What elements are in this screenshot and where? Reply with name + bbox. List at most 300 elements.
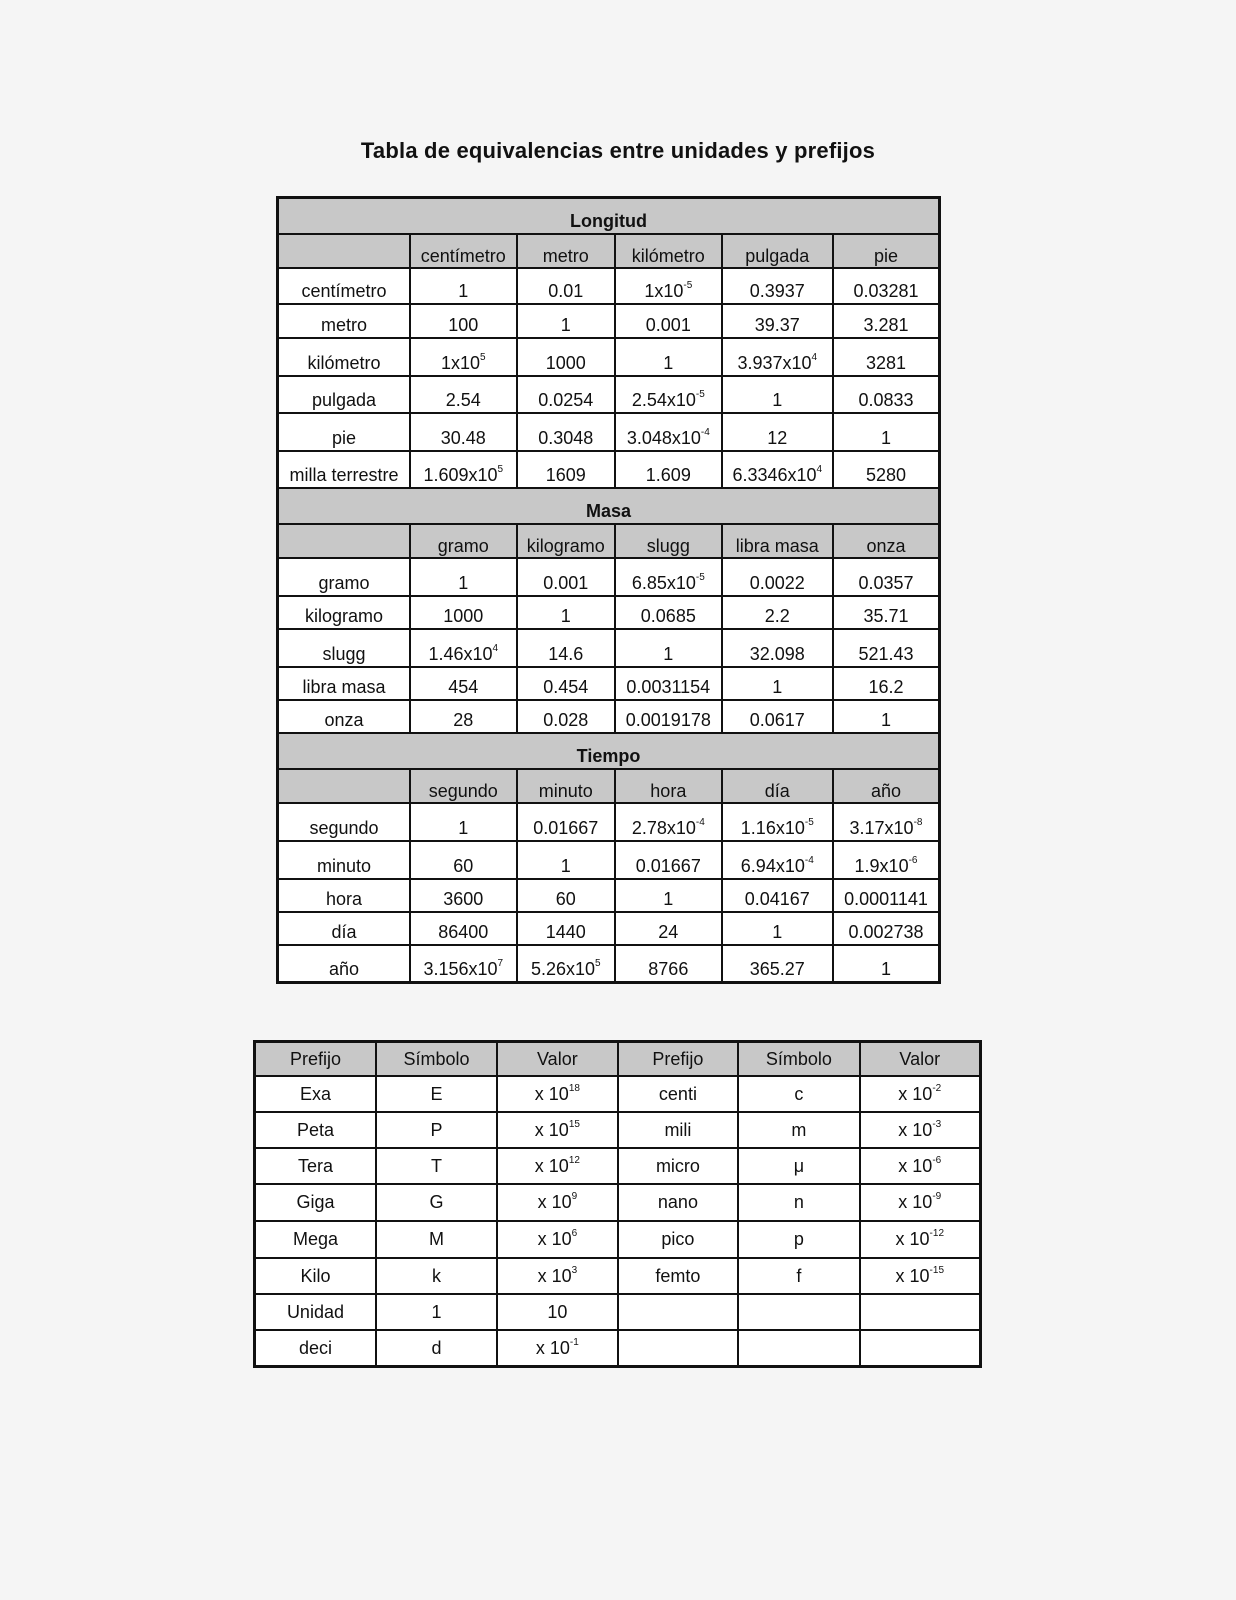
table-cell: [860, 1330, 981, 1367]
table-cell: [833, 338, 939, 376]
table-cell: [615, 451, 722, 488]
cell-value: 1x10: [644, 281, 684, 301]
row-label: minuto: [278, 841, 411, 879]
cell-value: k: [432, 1265, 442, 1286]
table-cell: [618, 1148, 739, 1184]
cell-value: 0.01: [548, 281, 584, 301]
table-row: [278, 945, 940, 982]
table-cell: [410, 803, 516, 841]
cell-value: x 10: [537, 1265, 572, 1286]
cell-value: x 10: [895, 1229, 930, 1249]
column-header: pie: [833, 234, 939, 268]
table-cell: [517, 629, 616, 667]
table-cell: [376, 1294, 497, 1330]
cell-value: 0.0833: [858, 390, 914, 410]
exponent: -5: [695, 389, 705, 400]
table-cell: [517, 558, 616, 596]
cell-value: 14.6: [548, 644, 584, 664]
table-cell: [255, 1221, 376, 1258]
table-cell: [615, 879, 722, 912]
table-cell: [517, 879, 616, 912]
column-header: slugg: [615, 524, 722, 558]
exponent: 4: [811, 352, 818, 363]
cell-value: centi: [658, 1083, 697, 1104]
column-header: Valor: [860, 1042, 981, 1077]
cell-value: 0.0022: [749, 573, 805, 593]
cell-value: 1: [881, 428, 892, 448]
cell-value: P: [430, 1119, 443, 1140]
section-title-row: [278, 733, 940, 769]
table-cell: [410, 912, 516, 945]
table-cell: [410, 268, 516, 304]
table-cell: [497, 1148, 617, 1184]
cell-value: x 10: [534, 1083, 569, 1104]
cell-value: 1: [772, 677, 783, 697]
row-label: hora: [278, 879, 411, 912]
table-cell: [517, 945, 616, 982]
table-cell: [722, 700, 833, 733]
cell-value: x 10: [898, 1083, 933, 1104]
cell-value: 1.16x10: [740, 818, 805, 838]
cell-value: 1: [458, 281, 469, 301]
cell-value: mili: [664, 1119, 692, 1140]
exponent: 12: [568, 1154, 580, 1166]
exponent: 5: [595, 957, 601, 969]
table-cell: [255, 1112, 376, 1148]
table-row: [255, 1184, 981, 1221]
cell-value: T: [431, 1155, 443, 1176]
cell-value: c: [794, 1083, 804, 1104]
row-label: día: [278, 912, 411, 945]
exponent: 4: [492, 643, 499, 654]
cell-value: 0.001: [645, 315, 691, 335]
cell-value: 1000: [545, 353, 586, 373]
exponent: 7: [497, 957, 504, 969]
cell-value: Giga: [296, 1192, 335, 1212]
cell-value: 24: [658, 922, 679, 942]
table-row: [278, 629, 940, 667]
table-cell: [833, 376, 939, 413]
table-cell: [738, 1221, 859, 1258]
table-cell: [738, 1294, 859, 1330]
table-cell: [517, 268, 616, 304]
column-header: Símbolo: [376, 1042, 497, 1077]
table-cell: [618, 1221, 739, 1258]
table-cell: [410, 700, 516, 733]
cell-value: x 10: [537, 1192, 572, 1212]
cell-value: 28: [453, 710, 474, 730]
table-cell: [376, 1330, 497, 1367]
exponent: 9: [571, 1191, 578, 1202]
cell-value: G: [429, 1192, 444, 1212]
exponent: -4: [804, 855, 814, 866]
column-header-row: [278, 524, 940, 558]
table-cell: [833, 803, 939, 841]
cell-value: 0.01667: [635, 856, 701, 876]
table-cell: [738, 1148, 859, 1184]
table-row: [255, 1076, 981, 1112]
cell-value: 3281: [865, 353, 907, 373]
table-row: [278, 596, 940, 629]
column-header: hora: [615, 769, 722, 803]
cell-value: 60: [453, 856, 474, 876]
exponent: -8: [913, 817, 923, 828]
cell-value: 1.609x10: [423, 465, 498, 485]
table-row: [255, 1330, 981, 1367]
table-cell: [860, 1221, 981, 1258]
table-cell: [860, 1294, 981, 1330]
column-header: minuto: [517, 769, 616, 803]
table-row: [278, 304, 940, 338]
exponent: 18: [568, 1082, 580, 1094]
row-label: año: [278, 945, 411, 982]
section-title-row: [278, 198, 940, 235]
cell-value: 60: [555, 889, 576, 909]
column-header: metro: [517, 234, 616, 268]
table-cell: [615, 376, 722, 413]
table-row: [278, 268, 940, 304]
table-row: [278, 558, 940, 596]
cell-value: Peta: [296, 1119, 334, 1140]
table-cell: [497, 1330, 617, 1367]
cell-value: M: [429, 1229, 445, 1249]
cell-value: 0.04167: [744, 889, 810, 909]
table-cell: [376, 1148, 497, 1184]
section-title: Longitud: [278, 198, 940, 235]
cell-value: 1.46x10: [428, 644, 493, 664]
cell-value: 1: [881, 958, 892, 979]
table-cell: [410, 451, 516, 488]
cell-value: 32.098: [749, 644, 805, 664]
table-cell: [722, 803, 833, 841]
table-row: [255, 1258, 981, 1294]
cell-value: 6.3346x10: [732, 465, 817, 485]
table-row: [278, 879, 940, 912]
table-cell: [615, 268, 722, 304]
row-label: kilogramo: [278, 596, 411, 629]
table-cell: [833, 413, 939, 451]
exponent: -15: [929, 1264, 944, 1276]
cell-value: d: [431, 1337, 442, 1358]
table-cell: [618, 1076, 739, 1112]
table-cell: [517, 596, 616, 629]
cell-value: 16.2: [868, 677, 904, 697]
cell-value: 1: [663, 353, 674, 373]
table-cell: [410, 945, 516, 982]
table-cell: [833, 558, 939, 596]
cell-value: x 10: [534, 1155, 569, 1176]
cell-value: femto: [655, 1265, 701, 1286]
column-header-row: [278, 234, 940, 268]
exponent: -2: [932, 1082, 942, 1094]
cell-value: 1: [663, 889, 674, 909]
table-cell: [615, 912, 722, 945]
cell-value: 5.26x10: [530, 958, 596, 979]
table-cell: [517, 667, 616, 700]
column-header: Símbolo: [738, 1042, 859, 1077]
column-header: gramo: [410, 524, 516, 558]
column-header: libra masa: [722, 524, 833, 558]
cell-value: 1: [431, 1301, 442, 1322]
cell-value: 0.0019178: [625, 710, 711, 730]
cell-value: 1000: [443, 606, 484, 626]
table-cell: [497, 1221, 617, 1258]
cell-value: 1: [772, 922, 783, 942]
cell-value: Tera: [297, 1155, 333, 1176]
table-cell: [722, 879, 833, 912]
table-cell: [410, 667, 516, 700]
column-header: centímetro: [410, 234, 516, 268]
cell-value: 0.01667: [533, 818, 599, 838]
table-cell: [615, 338, 722, 376]
exponent: -5: [804, 817, 814, 828]
table-cell: [615, 596, 722, 629]
cell-value: x 10: [898, 1192, 933, 1212]
cell-value: 0.0357: [858, 573, 914, 593]
table-cell: [410, 879, 516, 912]
table-cell: [615, 304, 722, 338]
table-cell: [738, 1076, 859, 1112]
cell-value: 0.001: [543, 573, 589, 593]
page-title: Tabla de equivalencias entre unidades y prefijos: [360, 138, 876, 163]
table-cell: [517, 700, 616, 733]
table-cell: [618, 1294, 739, 1330]
table-cell: [517, 304, 616, 338]
table-cell: [517, 841, 616, 879]
table-cell: [615, 841, 722, 879]
cell-value: 0.002738: [848, 922, 924, 942]
cell-value: 8766: [648, 958, 689, 979]
table-cell: [722, 912, 833, 945]
table-cell: [255, 1076, 376, 1112]
cell-value: 1: [881, 710, 892, 730]
table-row: [278, 376, 940, 413]
cell-value: x 10: [534, 1119, 569, 1140]
table-cell: [517, 413, 616, 451]
cell-value: Mega: [292, 1229, 338, 1249]
table-cell: [410, 338, 516, 376]
row-label: onza: [278, 700, 411, 733]
table-cell: [833, 912, 939, 945]
cell-value: 2.54: [445, 390, 481, 410]
table-cell: [255, 1294, 376, 1330]
table-row: [278, 413, 940, 451]
table-cell: [722, 304, 833, 338]
cell-value: x 10: [895, 1265, 930, 1286]
table-cell: [376, 1112, 497, 1148]
cell-value: 0.028: [543, 710, 589, 730]
exponent: -4: [695, 817, 705, 828]
column-header: pulgada: [722, 234, 833, 268]
cell-value: n: [793, 1192, 804, 1212]
table-cell: [722, 268, 833, 304]
cell-value: 10: [547, 1301, 568, 1322]
table-row: [255, 1112, 981, 1148]
table-cell: [738, 1258, 859, 1294]
table-cell: [833, 268, 939, 304]
table-cell: [376, 1221, 497, 1258]
cell-value: 2.2: [764, 606, 790, 626]
cell-value: f: [796, 1265, 802, 1286]
cell-value: 5280: [865, 465, 907, 485]
cell-value: deci: [298, 1337, 332, 1358]
table-cell: [833, 304, 939, 338]
exponent: 3: [571, 1264, 578, 1276]
exponent: 5: [497, 464, 504, 475]
column-header: Prefijo: [255, 1042, 376, 1077]
cell-value: 1: [560, 856, 571, 876]
cell-value: 1: [663, 644, 674, 664]
table-cell: [615, 413, 722, 451]
exponent: -5: [695, 572, 705, 583]
cell-value: 521.43: [858, 644, 914, 664]
cell-value: 12: [767, 428, 788, 448]
cell-value: 2.54x10: [631, 390, 696, 410]
table-cell: [738, 1330, 859, 1367]
cell-value: 0.0254: [538, 390, 594, 410]
table-cell: [497, 1112, 617, 1148]
table-cell: [833, 945, 939, 982]
table-cell: [410, 596, 516, 629]
section-title-row: [278, 488, 940, 524]
table-cell: [517, 451, 616, 488]
table-cell: [410, 629, 516, 667]
table-cell: [722, 667, 833, 700]
cell-value: 1: [772, 390, 783, 410]
cell-value: x 10: [898, 1155, 933, 1176]
table-row: [278, 912, 940, 945]
table-cell: [722, 841, 833, 879]
cell-value: m: [791, 1119, 807, 1140]
table-cell: [833, 451, 939, 488]
cell-value: Unidad: [286, 1301, 344, 1322]
cell-value: 1x10: [440, 353, 480, 373]
corner-cell: [278, 769, 411, 803]
table-cell: [517, 376, 616, 413]
column-header: día: [722, 769, 833, 803]
cell-value: 0.3048: [538, 428, 594, 448]
table-cell: [860, 1258, 981, 1294]
table-cell: [618, 1184, 739, 1221]
table-cell: [618, 1258, 739, 1294]
table-cell: [833, 841, 939, 879]
corner-cell: [278, 524, 411, 558]
table-cell: [376, 1258, 497, 1294]
column-header-row: [278, 769, 940, 803]
table-cell: [860, 1076, 981, 1112]
table-row: [278, 451, 940, 488]
table-cell: [497, 1184, 617, 1221]
exponent: -12: [929, 1228, 944, 1239]
cell-value: 1: [458, 818, 469, 838]
exponent: -6: [908, 855, 918, 866]
cell-value: 0.0685: [640, 606, 696, 626]
table-cell: [615, 700, 722, 733]
cell-value: 3.281: [863, 315, 909, 335]
exponent: -9: [932, 1191, 942, 1202]
table-row: [255, 1221, 981, 1258]
table-cell: [618, 1112, 739, 1148]
cell-value: 3.156x10: [423, 958, 498, 979]
table-cell: [860, 1112, 981, 1148]
cell-value: 0.0001141: [844, 889, 928, 909]
cell-value: 0.3937: [749, 281, 805, 301]
cell-value: p: [793, 1229, 804, 1249]
section-title: Masa: [278, 488, 940, 524]
cell-value: 1: [458, 573, 469, 593]
table-cell: [410, 841, 516, 879]
table-cell: [615, 629, 722, 667]
table-cell: [615, 667, 722, 700]
cell-value: 6.85x10: [631, 573, 696, 593]
table-cell: [497, 1258, 617, 1294]
table-row: [278, 700, 940, 733]
table-row: [255, 1148, 981, 1184]
table-cell: [410, 376, 516, 413]
exponent: -3: [932, 1118, 942, 1130]
cell-value: 0.0031154: [626, 677, 711, 697]
table-cell: [833, 629, 939, 667]
table-cell: [517, 803, 616, 841]
exponent: 4: [816, 464, 823, 475]
table-cell: [722, 558, 833, 596]
exponent: -1: [569, 1336, 579, 1348]
cell-value: 1: [560, 315, 571, 335]
table-cell: [410, 413, 516, 451]
row-label: segundo: [278, 803, 411, 841]
table-cell: [615, 558, 722, 596]
cell-value: 30.48: [440, 428, 486, 448]
cell-value: 0.454: [543, 677, 589, 697]
cell-value: Kilo: [300, 1265, 331, 1286]
cell-value: 100: [448, 315, 479, 335]
column-header: año: [833, 769, 939, 803]
cell-value: nano: [657, 1192, 698, 1212]
table-cell: [497, 1294, 617, 1330]
exponent: -4: [700, 427, 710, 438]
table-cell: [376, 1184, 497, 1221]
table-cell: [722, 413, 833, 451]
row-label: pie: [278, 413, 411, 451]
table-row: [278, 338, 940, 376]
row-label: pulgada: [278, 376, 411, 413]
row-label: metro: [278, 304, 411, 338]
cell-value: 1.9x10: [854, 856, 909, 876]
cell-value: 39.37: [754, 315, 800, 335]
row-label: gramo: [278, 558, 411, 596]
table-row: [278, 841, 940, 879]
table-cell: [376, 1076, 497, 1112]
table-cell: [722, 945, 833, 982]
table-cell: [722, 338, 833, 376]
section-title: Tiempo: [278, 733, 940, 769]
table-cell: [738, 1112, 859, 1148]
cell-value: 0.03281: [853, 281, 919, 301]
table-cell: [497, 1076, 617, 1112]
cell-value: 1440: [545, 922, 586, 942]
table-cell: [255, 1258, 376, 1294]
cell-value: 3600: [443, 889, 484, 909]
cell-value: pico: [661, 1229, 695, 1249]
cell-value: 3.048x10: [626, 428, 701, 448]
table-cell: [615, 803, 722, 841]
units-equivalence-table: [276, 196, 941, 984]
cell-value: 454: [448, 677, 479, 697]
cell-value: 365.27: [749, 958, 805, 979]
table-cell: [860, 1184, 981, 1221]
row-label: libra masa: [278, 667, 411, 700]
row-label: centímetro: [278, 268, 411, 304]
